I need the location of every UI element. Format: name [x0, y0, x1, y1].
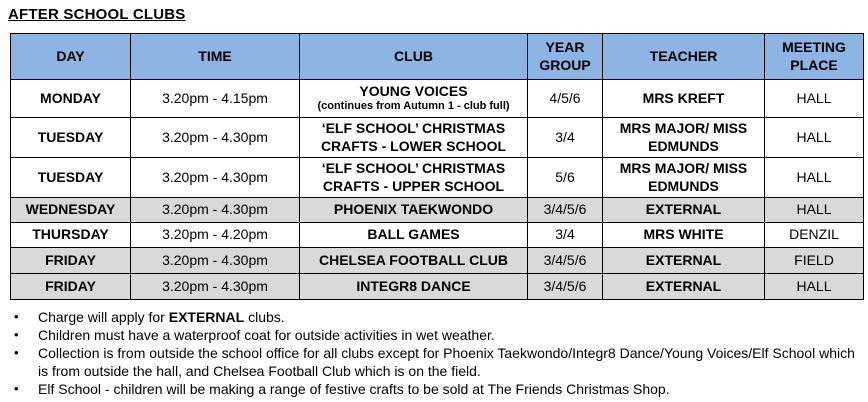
cell-day: THURSDAY [11, 223, 131, 248]
cell-year-group: 4/5/6 [528, 80, 603, 118]
table-row [11, 248, 864, 274]
table-row [11, 158, 864, 198]
note-segment: Charge will apply for [38, 309, 169, 325]
bullet-icon: • [14, 327, 19, 342]
cell-year-group: 3/4/5/6 [528, 274, 603, 300]
cell-teacher: EXTERNAL [603, 198, 765, 223]
note-text [38, 308, 862, 326]
cell-time: 3.20pm - 4.30pm [131, 118, 300, 158]
cell-day: WEDNESDAY [11, 198, 131, 223]
cell-club: PHOENIX TAEKWONDO [300, 198, 528, 223]
cell-year-group: 3/4 [528, 118, 603, 158]
table-row [11, 274, 864, 300]
cell-time: 3.20pm - 4.15pm [131, 80, 300, 118]
cell-meeting-place: HALL [765, 198, 864, 223]
cell-teacher: MRS WHITE [603, 223, 765, 248]
notes-list [10, 308, 862, 398]
table-header-row [11, 34, 864, 80]
note-item [10, 380, 862, 398]
cell-meeting-place: FIELD [765, 248, 864, 274]
table-row [11, 118, 864, 158]
cell-teacher: MRS MAJOR/ MISS EDMUNDS [603, 118, 765, 158]
page-title: AFTER SCHOOL CLUBS [8, 6, 186, 23]
table-row [11, 223, 864, 248]
cell-time: 3.20pm - 4.30pm [131, 158, 300, 198]
note-text: Elf School - children will be making a range of festive crafts to be sold at The Friends Christmas Shop. [38, 381, 670, 397]
cell-club: ‘ELF SCHOOL’ CHRISTMAS CRAFTS - LOWER SCHOOL [300, 118, 528, 158]
note-item [10, 308, 862, 326]
cell-club [300, 80, 528, 118]
note-text: Children must have a waterproof coat for outside activities in wet weather. [38, 327, 495, 343]
cell-meeting-place: HALL [765, 158, 864, 198]
after-school-clubs-table [10, 33, 864, 300]
bullet-icon: • [14, 381, 19, 396]
note-item [10, 344, 862, 380]
cell-year-group: 3/4 [528, 223, 603, 248]
cell-teacher: EXTERNAL [603, 274, 765, 300]
cell-meeting-place: HALL [765, 274, 864, 300]
cell-time: 3.20pm - 4.20pm [131, 223, 300, 248]
table-row [11, 198, 864, 223]
cell-day: FRIDAY [11, 248, 131, 274]
cell-club: CHELSEA FOOTBALL CLUB [300, 248, 528, 274]
header-club: CLUB [300, 34, 528, 80]
cell-meeting-place: DENZIL [765, 223, 864, 248]
cell-teacher: MRS KREFT [603, 80, 765, 118]
cell-meeting-place: HALL [765, 80, 864, 118]
note-item [10, 326, 862, 344]
cell-year-group: 3/4/5/6 [528, 248, 603, 274]
cell-meeting-place: HALL [765, 118, 864, 158]
table-row [11, 80, 864, 118]
club-note: (continues from Autumn 1 - club full) [317, 100, 510, 113]
bullet-icon: • [14, 345, 19, 360]
cell-time: 3.20pm - 4.30pm [131, 274, 300, 300]
cell-day: TUESDAY [11, 118, 131, 158]
header-year-group: YEAR GROUP [528, 34, 603, 80]
cell-day: FRIDAY [11, 274, 131, 300]
bullet-icon: • [14, 309, 19, 324]
cell-teacher: MRS MAJOR/ MISS EDMUNDS [603, 158, 765, 198]
cell-club: ‘ELF SCHOOL’ CHRISTMAS CRAFTS - UPPER SCHOOL [300, 158, 528, 198]
note-text: Collection is from outside the school office for all clubs except for Phoenix Taekwondo/Integr8 Dance/Young Voices/Elf School which is from outside the hall, and Chelsea Football Club which is on the field. [38, 345, 855, 379]
cell-time: 3.20pm - 4.30pm [131, 248, 300, 274]
header-teacher: TEACHER [603, 34, 765, 80]
header-day: DAY [11, 34, 131, 80]
club-name: YOUNG VOICES [359, 83, 468, 100]
header-time: TIME [131, 34, 300, 80]
cell-year-group: 3/4/5/6 [528, 198, 603, 223]
cell-year-group: 5/6 [528, 158, 603, 198]
header-meeting-place: MEETING PLACE [765, 34, 864, 80]
note-segment-bold: EXTERNAL [168, 309, 245, 325]
cell-time: 3.20pm - 4.30pm [131, 198, 300, 223]
cell-club: BALL GAMES [300, 223, 528, 248]
cell-teacher: EXTERNAL [603, 248, 765, 274]
cell-day: TUESDAY [11, 158, 131, 198]
cell-day: MONDAY [11, 80, 131, 118]
cell-club: INTEGR8 DANCE [300, 274, 528, 300]
note-segment: clubs. [244, 309, 285, 325]
